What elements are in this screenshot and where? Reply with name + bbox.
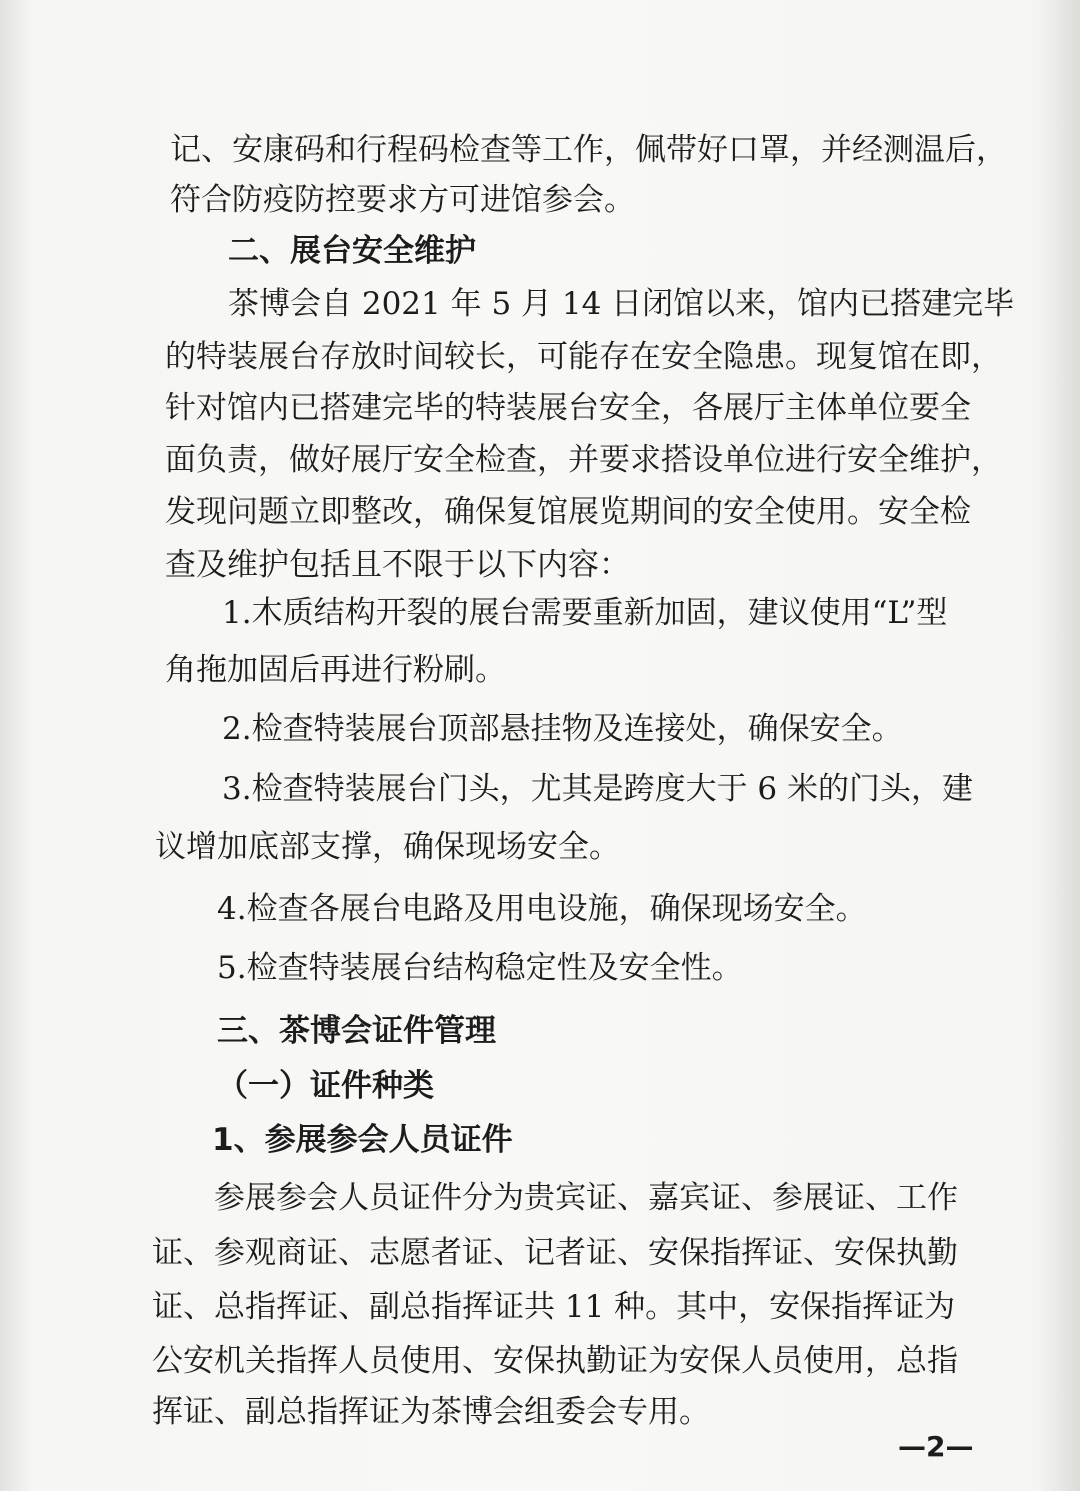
section-2-para-line-1: 茶博会自 2021 年 5 月 14 日闭馆以来，馆内已搭建完毕: [228, 286, 1015, 322]
section-2-para-line-3: 针对馆内已搭建完毕的特装展台安全，各展厅主体单位要全: [165, 390, 971, 426]
section-3-para-line-4: 公安机关指挥人员使用、安保执勤证为安保人员使用，总指: [152, 1343, 958, 1379]
section-2-para-line-2: 的特装展台存放时间较长，可能存在安全隐患。现复馆在即，: [165, 339, 1002, 375]
section-2-para-line-6: 查及维护包括且不限于以下内容：: [165, 547, 630, 583]
list-item-4: 4.检查各展台电路及用电设施，确保现场安全。: [217, 891, 867, 927]
list-item-1-line-1: 1.木质结构开裂的展台需要重新加固，建议使用“L”型: [222, 595, 948, 631]
section-2-para-line-4: 面负责，做好展厅安全检查，并要求搭设单位进行安全维护，: [165, 442, 1002, 478]
section-3-heading: 三、茶博会证件管理: [217, 1013, 496, 1049]
section-3-para-line-1: 参展参会人员证件分为贵宾证、嘉宾证、参展证、工作: [214, 1180, 958, 1216]
section-3-subheading: （一）证件种类: [217, 1068, 434, 1104]
section-3-para-line-5: 挥证、副总指挥证为茶博会组委会专用。: [152, 1394, 710, 1430]
list-item-5: 5.检查特装展台结构稳定性及安全性。: [217, 950, 743, 986]
section-3-para-line-2: 证、参观商证、志愿者证、记者证、安保指挥证、安保执勤: [152, 1235, 958, 1271]
section-3-subsubheading: 1、参展参会人员证件: [212, 1122, 513, 1158]
continuation-line-2: 符合防疫防控要求方可进馆参会。: [170, 182, 635, 218]
list-item-1-line-2: 角拖加固后再进行粉刷。: [165, 652, 506, 688]
list-item-2: 2.检查特装展台顶部悬挂物及连接处，确保安全。: [222, 711, 903, 747]
list-item-3-line-2: 议增加底部支撑，确保现场安全。: [155, 829, 620, 865]
page-number: —2—: [898, 1430, 974, 1463]
continuation-line-1: 记、安康码和行程码检查等工作，佩带好口罩，并经测温后，: [170, 132, 1007, 168]
section-2-para-line-5: 发现问题立即整改，确保复馆展览期间的安全使用。安全检: [165, 494, 971, 530]
section-3-para-line-3: 证、总指挥证、副总指挥证共 11 种。其中，安保指挥证为: [152, 1289, 956, 1325]
section-2-heading: 二、展台安全维护: [228, 233, 476, 269]
list-item-3-line-1: 3.检查特装展台门头，尤其是跨度大于 6 米的门头，建: [222, 771, 974, 807]
